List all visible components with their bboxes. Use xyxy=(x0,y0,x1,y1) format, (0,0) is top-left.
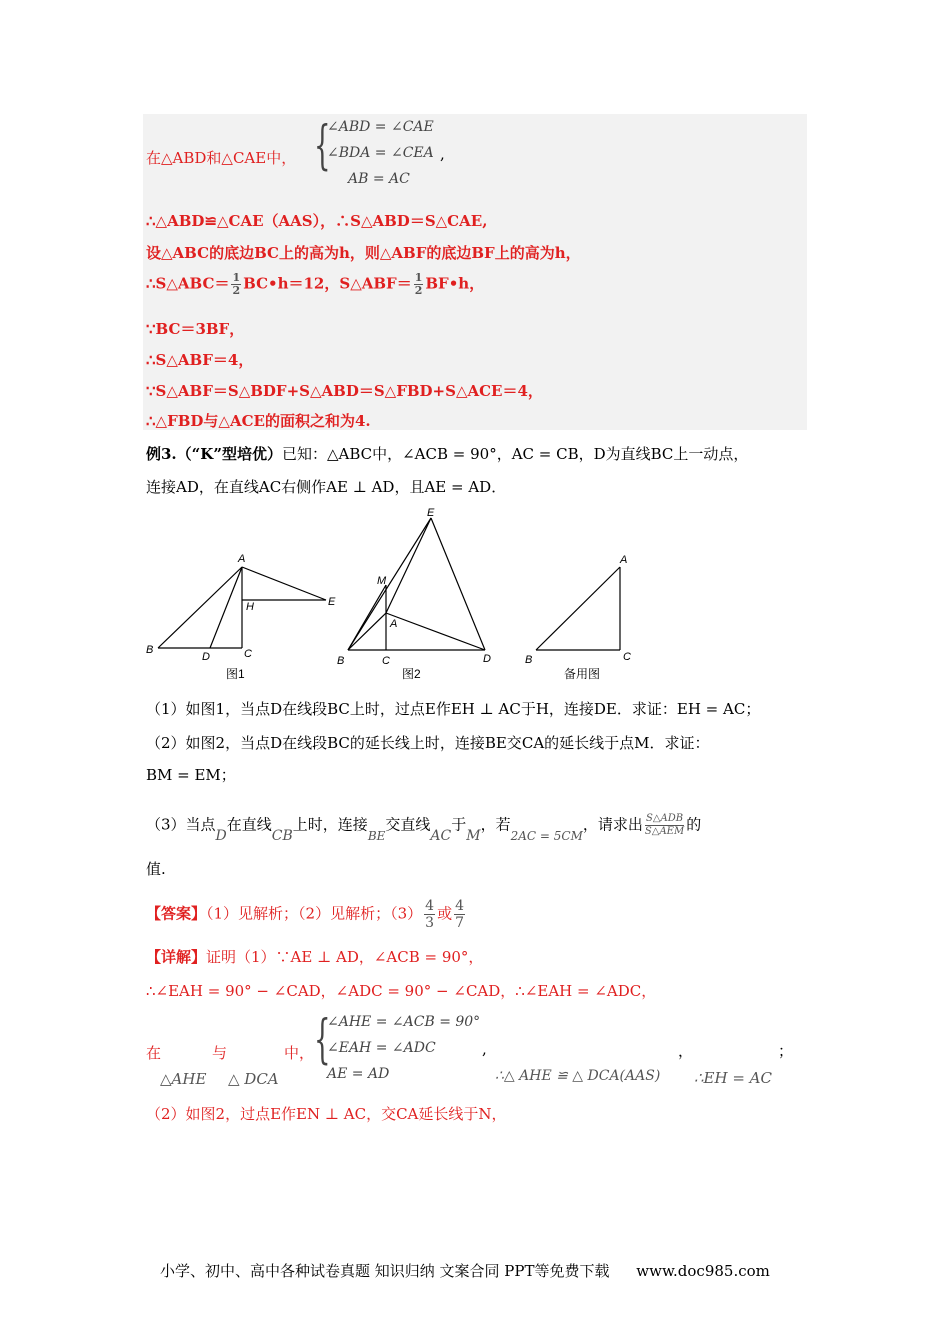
detail-line-2: ∴∠EAH = 90° − ∠CAD，∠ADC = 90° − ∠CAD，∴∠EAH = ∠ADC， xyxy=(146,982,657,1000)
proof-line-3: 设△ABC的底边BC上的高为h，则△ABF的底边BF上的高为h， xyxy=(146,244,581,262)
fig1-caption: 图1 xyxy=(226,667,245,681)
sys1-row-3: AB = AC xyxy=(348,171,410,187)
detail-triangle-2: △ DCA xyxy=(228,1070,279,1088)
fig2-point-B: B xyxy=(337,655,345,667)
example-intro-1: 例3.（“K”型培优）已知：△ABC中，∠ACB = 90°，AC = CB，D为直线BC上一动点， xyxy=(146,445,749,463)
fig3-point-C: C xyxy=(623,651,631,663)
footer xyxy=(160,1260,770,1281)
fig2-point-A: A xyxy=(390,618,398,630)
detail-conclusion-1: ∴△ AHE ≌ △ DCA(AAS) xyxy=(495,1068,661,1084)
fig3-caption: 备用图 xyxy=(564,667,601,681)
figure-2 xyxy=(348,518,485,650)
question-3-end: 值. xyxy=(146,860,166,878)
fig1-point-C: C xyxy=(244,648,252,660)
proof-line-8: ∴△FBD与△ACE的面积之和为4. xyxy=(146,412,371,430)
figures-svg xyxy=(140,500,660,685)
proof-line-4: ∴S△ABC＝ $\frac{1}{2}$ BC•h＝12，S△ABF＝ $\frac{1}{2}$ BF•h， xyxy=(146,271,485,297)
detail-word-in: 在 xyxy=(146,1044,162,1062)
proof-sys1-prefix: 在△ABD和△CAE中， xyxy=(146,149,297,167)
example-title: 例3.（“K”型培优） xyxy=(146,445,282,463)
proof-line-5: ∵BC＝3BF， xyxy=(146,320,245,338)
fig2-point-C: C xyxy=(382,655,390,667)
question-2a: （2）如图2，当点D在线段BC的延长线上时，连接BE交CA的延长线于点M．求证： xyxy=(146,734,710,752)
question-1: （1）如图1，当点D在线段BC上时，过点E作EH ⊥ AC于H，连接DE．求证：EH = AC； xyxy=(146,700,761,718)
figure-3 xyxy=(536,567,620,650)
proof-line-7: ∵S△ABF＝S△BDF+S△ABD＝S△FBD+S△ACE＝4， xyxy=(146,382,543,400)
fig1-point-E: E xyxy=(328,596,336,608)
answer-frac-2: $\frac{4}{7}$ xyxy=(455,898,465,931)
detail-line-1: 【详解】证明（1）∵AE ⊥ AD，∠ACB = 90°， xyxy=(146,948,484,966)
sys2-row-1: ∠AHE = ∠ACB = 90° xyxy=(327,1014,481,1030)
question-2b: BM = EM； xyxy=(146,766,236,784)
area-ratio-fraction: $\frac{\text{S△ADB}}{\text{S△AEM}}$ xyxy=(644,813,685,837)
answer-frac-1: $\frac{4}{3}$ xyxy=(425,898,435,931)
detail-conclusion-2: ∴EH = AC xyxy=(694,1069,772,1087)
detail-word-middle: 中， xyxy=(284,1044,315,1062)
detail-label: 【详解】 xyxy=(146,948,207,966)
frac-half-2: $\frac{1}{2}$ xyxy=(414,271,423,297)
fig2-caption: 图2 xyxy=(402,667,421,681)
proof-line-2: ∴△ABD≌△CAE（AAS），∴S△ABD＝S△CAE, xyxy=(146,212,488,230)
figure-1 xyxy=(158,567,326,648)
fig1-point-A: A xyxy=(238,553,246,565)
example-intro-2: 连接AD，在直线AC右侧作AE ⊥ AD，且AE = AD． xyxy=(146,478,507,496)
fig3-point-A: A xyxy=(620,554,628,566)
fig1-point-D: D xyxy=(202,651,210,663)
footer-url[interactable]: www.doc985.com xyxy=(636,1262,770,1280)
sys2-row-3: AE = AD xyxy=(327,1066,390,1082)
detail-triangle-1: △AHE xyxy=(160,1070,207,1088)
answer-line: 【答案】（1）见解析；（2）见解析；（3） $\frac{4}{3}$ 或 $\frac{4}{7}$ xyxy=(146,898,465,931)
question-3: （3）当点D在直线CB上时，连接$_{BE}$交直线AC于M，若$_{2AC = 5CM}$，请求出 $\frac{\text{S△ADB}}{\text{S△AEM}}$ 的 xyxy=(146,813,702,844)
fig2-point-D: D xyxy=(483,653,491,665)
fig1-point-H: H xyxy=(246,601,254,613)
fig2-point-E: E xyxy=(427,507,435,519)
detail-comma-2: ， xyxy=(678,1042,694,1060)
answer-label: 【答案】 xyxy=(146,904,207,923)
footer-text: 小学、初中、高中各种试卷真题 知识归纳 文案合同 PPT等免费下载 xyxy=(160,1262,610,1280)
fig2-point-M: M xyxy=(377,575,387,587)
sys1-suffix: , xyxy=(440,145,445,163)
brace-2: { xyxy=(314,1010,331,1070)
proof-line-6: ∴S△ABF＝4， xyxy=(146,351,254,369)
detail-comma-1: , xyxy=(482,1040,487,1058)
sys2-row-2: ∠EAH = ∠ADC xyxy=(327,1040,436,1056)
detail-word-and: 与 xyxy=(212,1044,228,1062)
brace-1: { xyxy=(314,116,331,176)
detail-line-5: （2）如图2，过点E作EN ⊥ AC，交CA延长线于N， xyxy=(146,1105,507,1123)
sys1-row-1: ∠ABD = ∠CAE xyxy=(327,119,434,135)
fig1-point-B: B xyxy=(146,644,154,656)
sys1-row-2: ∠BDA = ∠CEA xyxy=(327,145,434,161)
figure-3-labels xyxy=(525,554,631,666)
frac-half-1: $\frac{1}{2}$ xyxy=(232,271,241,297)
detail-semicolon: ； xyxy=(778,1042,794,1060)
fig3-point-B: B xyxy=(525,654,533,666)
